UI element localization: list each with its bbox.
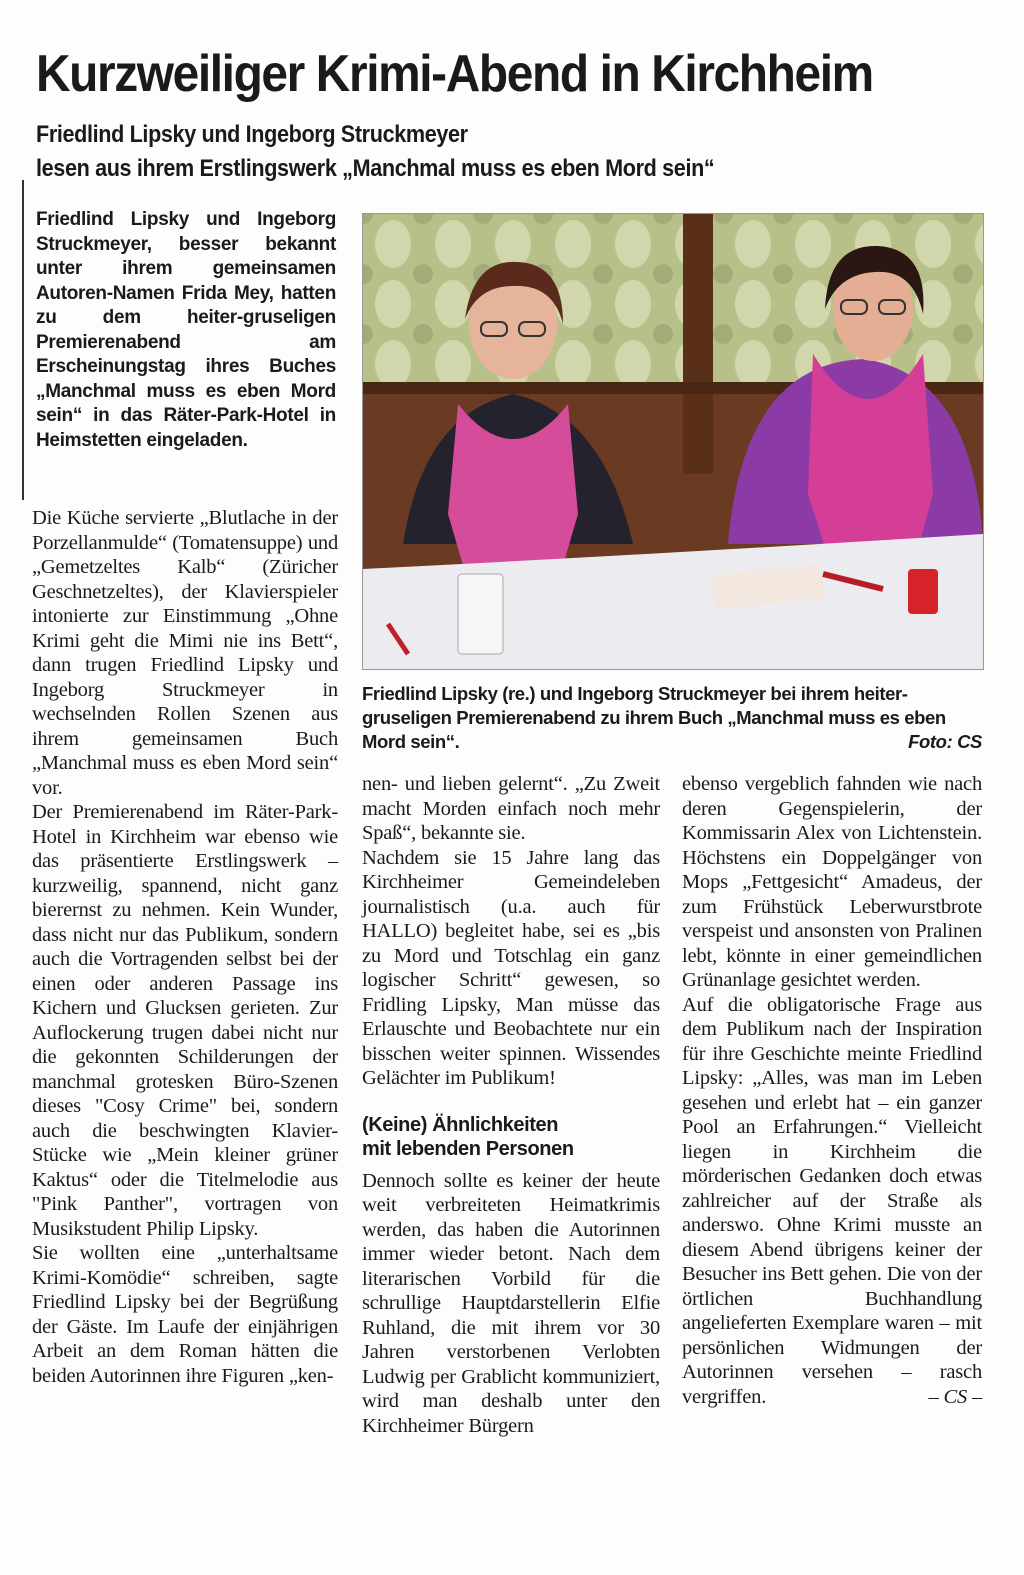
subheadline-line-2: lesen aus ihrem Erstlingswerk „Manchmal muss es eben Mord sein“ (36, 155, 715, 182)
body-paragraph: Der Premierenabend im Räter-Park-Hotel in Kirchheim war ebenso wie das präsentierte Erstlingswerk – kurzweilig, spannend, nicht ganz bierernst zu nehmen. Kein Wunder, dass nicht nur das Publikum, sondern auch die Vortragenden selbst bei der einen oder anderen Passage ins Kichern und Glucksen gerieten. Zur Auflockerung trugen dabei nicht nur die gekonnten Schilderungen der manchmal grotesken Büro-Szenen dieses "Cosy Crime" bei, sondern auch die beschwingten Klavier-Stücke wie „Mein kleiner grüner Kaktus“ oder die Titelmelodie aus "Pink Panther", vortragen von Musikstudent Philip Lipsky. (32, 801, 338, 1240)
body-text: Auf die obligatorische Frage aus dem Publikum nach der Inspiration für ihre Geschichte meinte Friedlind Lipsky: „Alles, was man im Leben gesehen und erlebt hat – ein ganzer Pool an Erfahrungen.“ Vielleicht liegen in Kirchheim die mörderischen Gedanken doch etwas zahlreicher auf der Straße als anderswo. Ohne Krimi musste an diesem Abend übrigens keiner der Besucher ins Bett gehen. Die von der örtlichen Buchhandlung angelieferten Exemplare waren – mit persönlichen Widmungen der Autorinnen versehen – rasch vergriffen. (682, 993, 982, 1408)
lead-paragraph: Friedlind Lipsky und Ingeborg Struckmeyer, besser bekannt unter ihrem gemeinsamen Autoren-Namen Frida Mey, hatten zu dem heiter-gruseligen Premierenabend am Erscheinungstag ihres Buches „Manchmal muss es eben Mord sein“ in das Räter-Park-Hotel in Heimstetten eingeladen. (36, 209, 336, 451)
body-paragraph (682, 993, 982, 1410)
article-photo (362, 213, 984, 670)
subheading-line-2: mit lebenden Personen (362, 1137, 574, 1160)
headline: Kurzweiliger Krimi-Abend in Kirchheim (36, 45, 873, 103)
subheadline (36, 118, 936, 186)
column-2 (362, 772, 660, 1438)
section-subheading (362, 1113, 660, 1161)
photo-credit: Foto: CS (908, 731, 982, 752)
body-paragraph: Dennoch sollte es keiner der heute weit verbreiteten Heimatkrimis werden, das haben die Autorinnen immer wieder betont. Nach dem literarischen Vorbild für die schrullige Hauptdarstellerin Elfie Ruhland, die mit ihrem vor 30 Jahren verstorbenen Verlobten Ludwig per Grablicht kommuniziert, wird man deshalb unter den Kirchheimer Bürgern (362, 1169, 660, 1437)
photo-caption (362, 682, 982, 754)
body-paragraph: Nachdem sie 15 Jahre lang das Kirchheimer Gemeindeleben journalistisch (u.a. auch für HALLO) begleitet habe, sei es „bis zu Mord und Totschlag ein ganz logischer Schritt“ gewesen, so Fridling Lipsky, Man müsse das Erlauschte und Beobachtete nur ein bisschen weiter spinnen. Wissendes Gelächter im Publikum! (362, 846, 660, 1089)
body-paragraph: nen- und lieben gelernt“. „Zu Zweit macht Morden einfach noch mehr Spaß“, bekannte sie. (362, 773, 660, 844)
subheading-line-1: (Keine) Ähnlichkeiten (362, 1113, 559, 1136)
caption-text: Friedlind Lipsky (re.) und Ingeborg Struckmeyer bei ihrem heiter-gruseligen Premierenabend zu ihrem Buch „Manchmal muss es eben Mord sein“. (362, 683, 946, 752)
column-3 (682, 772, 982, 1409)
body-paragraph: ebenso vergeblich fahnden wie nach deren Gegenspielerin, der Kommissarin Alex von Lichtenstein. Höchstens ein Doppelgänger von Mops „Fettgesicht“ Amadeus, der zum Frühstück Leberwurstbrote verspeist und ansonsten von Pralinen lebt, könnte in einer gemeindlichen Grünanlage gesichtet werden. (682, 773, 982, 991)
author-signoff: – CS – (928, 1385, 982, 1408)
body-paragraph: Sie wollten eine „unterhaltsame Krimi-Komödie“ schreiben, sagte Friedlind Lipsky bei der Begrüßung der Gäste. Im Laufe der einjährigen Arbeit an dem Roman hätten die beiden Autorinnen ihre Figuren „ken- (32, 1242, 338, 1387)
subheadline-line-1: Friedlind Lipsky und Ingeborg Struckmeyer (36, 121, 468, 148)
margin-rule (22, 180, 24, 500)
body-paragraph: Die Küche servierte „Blutlache in der Porzellanmulde“ (Tomatensuppe) und „Gemetzeltes Kalb“ (Züricher Geschnetzeltes), der Klavierspieler intonierte zur Einstimmung „Ohne Krimi geht die Mimi nie ins Bett“, dann trugen Friedlind Lipsky und Ingeborg Struckmeyer in wechselnden Rollen Szenen aus ihrem gemeinsamen Buch „Manchmal muss es eben Mord sein“ vor. (32, 507, 338, 799)
column-1 (32, 506, 338, 1388)
